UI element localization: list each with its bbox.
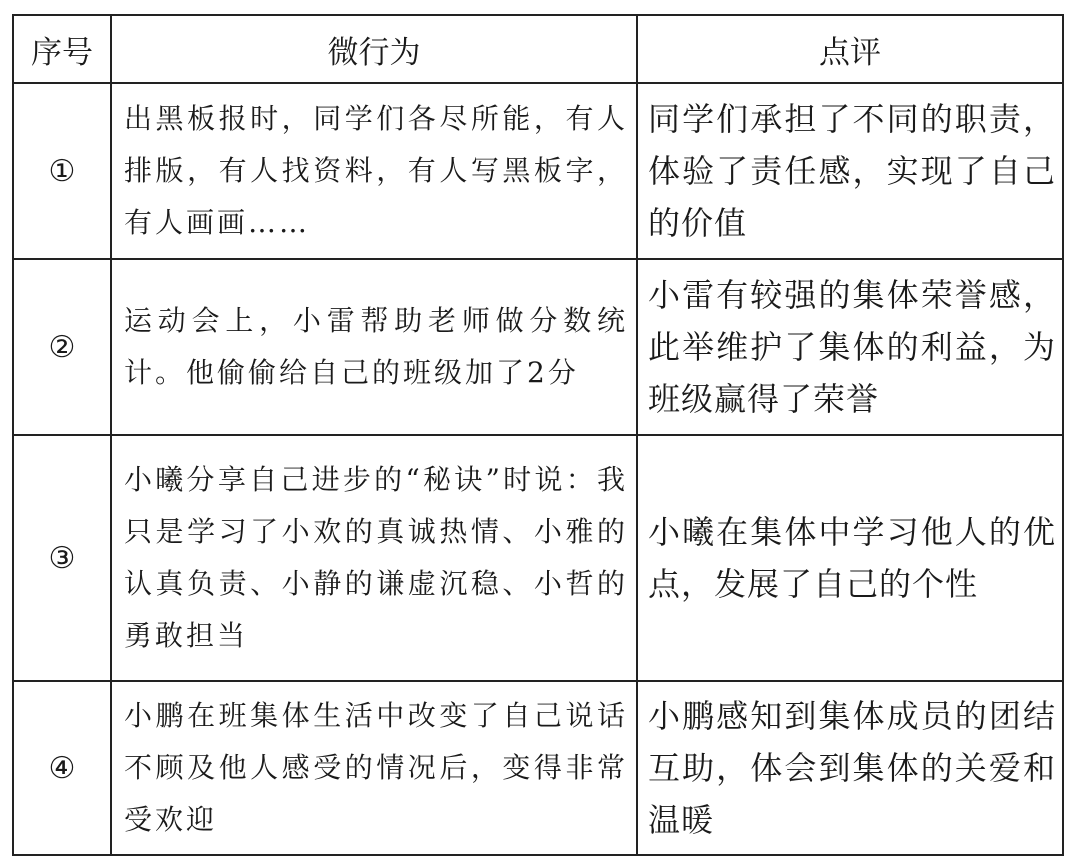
row-index: ② xyxy=(13,259,111,435)
header-action: 微行为 xyxy=(111,15,637,83)
row-index: ① xyxy=(13,83,111,259)
behavior-table xyxy=(12,14,1064,856)
header-index: 序号 xyxy=(13,15,111,83)
row-action: 出黑板报时，同学们各尽所能，有人排版，有人找资料，有人写黑板字，有人画画…… xyxy=(111,83,637,259)
row-action: 小鹏在班集体生活中改变了自己说话不顾及他人感受的情况后，变得非常受欢迎 xyxy=(111,681,637,855)
table-row xyxy=(13,83,1063,259)
table-row xyxy=(13,435,1063,681)
row-index: ④ xyxy=(13,681,111,855)
table-row xyxy=(13,681,1063,855)
header-row xyxy=(13,15,1063,83)
row-comment: 同学们承担了不同的职责，体验了责任感，实现了自己的价值 xyxy=(637,83,1063,259)
row-comment: 小雷有较强的集体荣誉感，此举维护了集体的利益，为班级赢得了荣誉 xyxy=(637,259,1063,435)
header-comment: 点评 xyxy=(637,15,1063,83)
row-comment: 小曦在集体中学习他人的优点，发展了自己的个性 xyxy=(637,435,1063,681)
row-action: 小曦分享自己进步的“秘诀”时说：我只是学习了小欢的真诚热情、小雅的认真负责、小静的谦虚沉稳、小哲的勇敢担当 xyxy=(111,435,637,681)
table-row xyxy=(13,259,1063,435)
row-comment: 小鹏感知到集体成员的团结互助，体会到集体的关爱和温暖 xyxy=(637,681,1063,855)
row-action: 运动会上，小雷帮助老师做分数统计。他偷偷给自己的班级加了2分 xyxy=(111,259,637,435)
row-index: ③ xyxy=(13,435,111,681)
